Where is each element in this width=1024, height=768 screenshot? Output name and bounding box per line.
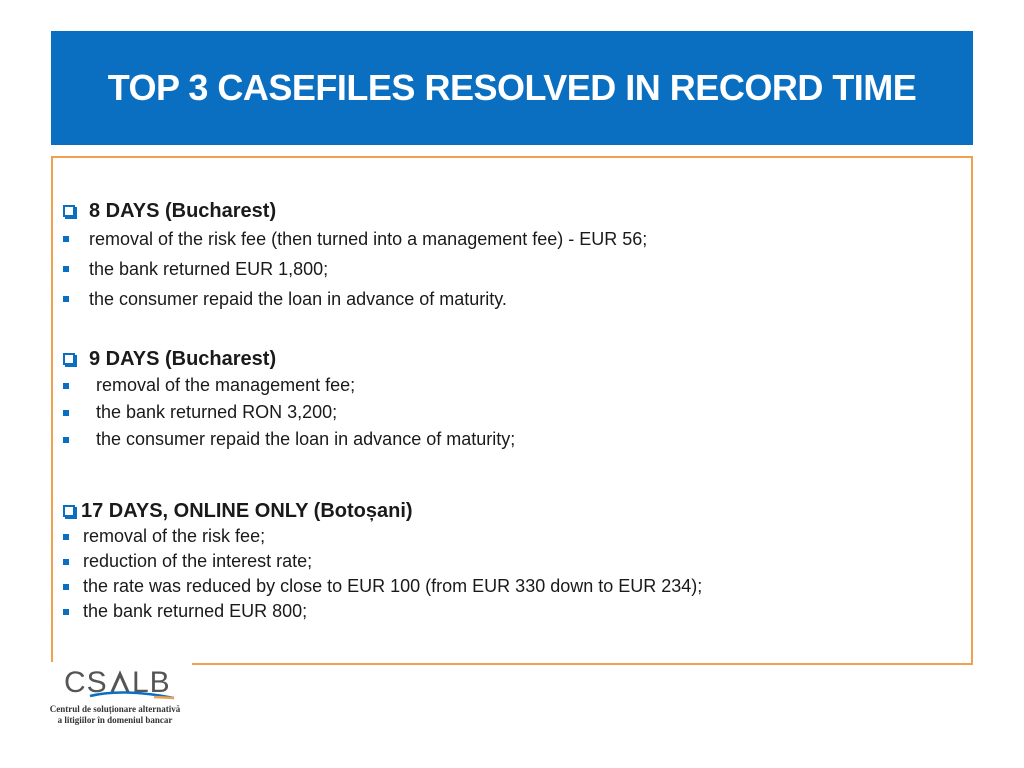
list-item <box>63 399 515 426</box>
square-bullet-icon <box>63 534 69 540</box>
square-bullet-icon <box>63 559 69 565</box>
list-item-text: reduction of the interest rate; <box>83 551 313 571</box>
case-heading: 17 DAYS, ONLINE ONLY (Botoșani) <box>81 499 413 522</box>
case-items <box>63 524 702 624</box>
list-item <box>63 426 515 453</box>
list-item <box>63 284 647 314</box>
square-bullet-icon <box>63 410 69 416</box>
square-bullet-icon <box>63 437 69 443</box>
list-item-text: the bank returned EUR 1,800; <box>89 258 329 279</box>
square-bullet-icon <box>63 266 69 272</box>
logo-caption <box>40 704 190 726</box>
square-bullet-icon <box>63 236 69 242</box>
square-bullet-icon <box>63 609 69 615</box>
list-item-text: the consumer repaid the loan in advance of maturity; <box>96 429 516 449</box>
checkbox-bullet-icon <box>63 505 75 517</box>
square-bullet-icon <box>63 584 69 590</box>
case-heading-row <box>63 498 702 524</box>
case-heading: 9 DAYS (Bucharest) <box>89 347 277 370</box>
svg-text:LB: LB <box>132 666 171 699</box>
case-group-2 <box>63 346 515 453</box>
checkbox-bullet-icon <box>63 353 75 365</box>
case-items <box>63 372 515 453</box>
list-item-text: removal of the risk fee (then turned into a management fee) - EUR 56; <box>89 228 648 249</box>
checkbox-bullet-icon <box>63 205 75 217</box>
list-item-text: removal of the management fee; <box>96 375 356 395</box>
list-item <box>63 574 702 599</box>
case-items <box>63 224 647 314</box>
case-heading: 8 DAYS (Bucharest) <box>89 199 277 222</box>
list-item <box>63 372 515 399</box>
list-item <box>63 524 702 549</box>
list-item-text: the bank returned RON 3,200; <box>96 402 338 422</box>
list-item-text: the consumer repaid the loan in advance of maturity. <box>89 288 507 309</box>
list-item <box>63 549 702 574</box>
page-title: TOP 3 CASEFILES RESOLVED IN RECORD TIME <box>107 67 917 108</box>
case-heading-row <box>63 346 515 372</box>
case-heading-row <box>63 198 647 224</box>
list-item <box>63 599 702 624</box>
square-bullet-icon <box>63 296 69 302</box>
square-bullet-icon <box>63 383 69 389</box>
svg-text:CS: CS <box>64 666 108 699</box>
list-item-text: removal of the risk fee; <box>83 526 266 546</box>
csalb-logo <box>36 662 192 732</box>
case-group-3 <box>63 498 702 624</box>
list-item-text: the bank returned EUR 800; <box>83 601 308 621</box>
list-item <box>63 254 647 284</box>
case-group-1 <box>63 198 647 314</box>
logo-caption-line2: a litigiilor în domeniul bancar <box>57 715 173 725</box>
csalb-wordmark-icon <box>62 662 192 702</box>
list-item <box>63 224 647 254</box>
logo-caption-line1: Centrul de soluționare alternativă <box>49 704 181 714</box>
content-frame <box>51 156 973 665</box>
title-bar <box>51 31 973 145</box>
list-item-text: the rate was reduced by close to EUR 100 (from EUR 330 down to EUR 234); <box>83 576 703 596</box>
